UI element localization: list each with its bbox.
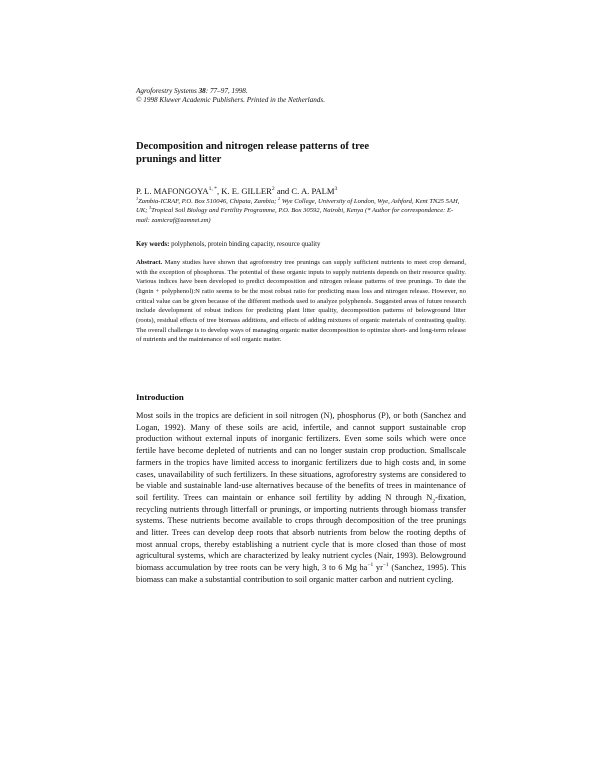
author-3: C. A. PALM [291, 186, 335, 196]
affiliation-3: Tropical Soil Biology and Fertility Programme, P.O. Box 30592, Nairobi, Kenya (* Author for correspondence: E-mail: zamicraf@zamnet.zm) [136, 207, 454, 224]
paper-title [136, 140, 466, 166]
affiliation-1: Zambia-ICRAF, P.O. Box 510046, Chipata, Zambia; [138, 198, 277, 205]
title-line-1: Decomposition and nitrogen release patterns of tree [136, 141, 370, 152]
abstract-label: Abstract. [136, 259, 163, 266]
author-2: K. E. GILLER [221, 186, 272, 196]
author-2-sup: 2 [271, 186, 275, 193]
copyright-line: © 1998 Kluwer Academic Publishers. Printed in the Netherlands. [136, 96, 325, 104]
affiliation-2: Wye College, University of London, Wye, Ashford, Kent TN25 5AH, UK; [136, 198, 460, 215]
affiliations: $^1$Zambia-ICRAF, P.O. Box 510046, Chipata, Zambia; $^2$ Wye College, University of London, Wye, Ashford, Kent TN25 5AH, UK; $^3$Tropical Soil Biology and Fertility Programme, P.O. Box 30592, Nairobi, Kenya (* Author for correspondence: E-mail: zamicraf@zamnet.zm) [136, 195, 460, 224]
citation-line [136, 87, 325, 96]
keywords-text: polyphenols, protein binding capacity, resource quality [171, 241, 321, 248]
keywords [136, 240, 466, 249]
title-line-2: prunings and litter [136, 154, 222, 165]
abstract [136, 258, 466, 345]
journal-header [136, 87, 325, 105]
abstract-text: Many studies have shown that agroforestry tree prunings can supply sufficient nutrients to meet crop demand, with the exception of phosphorus. The potential of these organic inputs to supply nutrients depends on their resource quality. Various indices have been developed to predict decomposition and nitrogen release patterns of tree prunings. To date the (lignin + polyphenol):N ratio seems to be the most robust ratio for predicting mass loss and nitrogen release. However, no critical value can be given because of the different methods used to analyze polyphenols. Suggested areas of future research include development of robust indices for predicting plant litter quality, decomposition patterns of belowground litter (roots), residual effects of tree biomass additions, and effects of adding mixtures of organic materials of contrasting quality. The overall challenge is to develop ways of managing organic matter decomposition to optimize short- and long-term release of nutrients and the maintenance of soil organic matter. [136, 259, 467, 344]
keywords-label: Key words: [136, 241, 170, 248]
author-list: P. L. $MAFONGOYA^{1, *}$, K. E. GILLER$^2$ and C. A. PALM$^3$ [136, 186, 338, 196]
journal-pages-year: : 77–97, 1998. [205, 87, 248, 95]
author-1: P. L. MAFONGOYA [136, 186, 209, 196]
journal-volume: 38 [198, 87, 206, 95]
author-1-sup: 1, * [208, 186, 217, 193]
intro-body: Most soils in the tropics are deficient in soil nitrogen (N), phosphorus (P), or both (Sanchez and Logan, 1992). Many of these soils are acid, infertile, and cannot support sustainable crop production without external inputs of inorganic fertilizers. Even some soils which were once fertile have become depleted of nutrients and can no longer sustain crop production. Smallscale farmers in the tropics have limited access to inorganic fertilizers due to high costs and, in some cases, unavailability of such fertilizers. In these situations, agroforestry systems are considered to be viable and sustainable land-use alternatives because of the benefits of trees in maintenance of soil fertility. Trees can maintain or enhance soil fertility by adding N through $N_2$-fixation, recycling nutrients through litterfall or prunings, or importing nutrients through biomass transfer systems. These nutrients become available to crops through decomposition of the tree prunings and litter. Trees can develop deep roots that absorb nutrients from below the rooting depths of most annual crops, thereby establishing a nutrient cycle that is more closed than those of most agricultural systems, which are characterized by leaky nutrient cycles (Nair, 1993). Belowground biomass accumulation by tree roots can be very high, 3 to 6 Mg $ha^{-1}$ $yr^{-1}$ (Sanchez, 1995). This biomass can make a substantial contribution to soil organic matter carbon and nutrient cycling. [136, 411, 467, 584]
section-heading: Introduction [136, 392, 184, 402]
author-3-sup: 3 [334, 186, 338, 193]
journal-name: Agroforestry Systems [136, 87, 197, 95]
